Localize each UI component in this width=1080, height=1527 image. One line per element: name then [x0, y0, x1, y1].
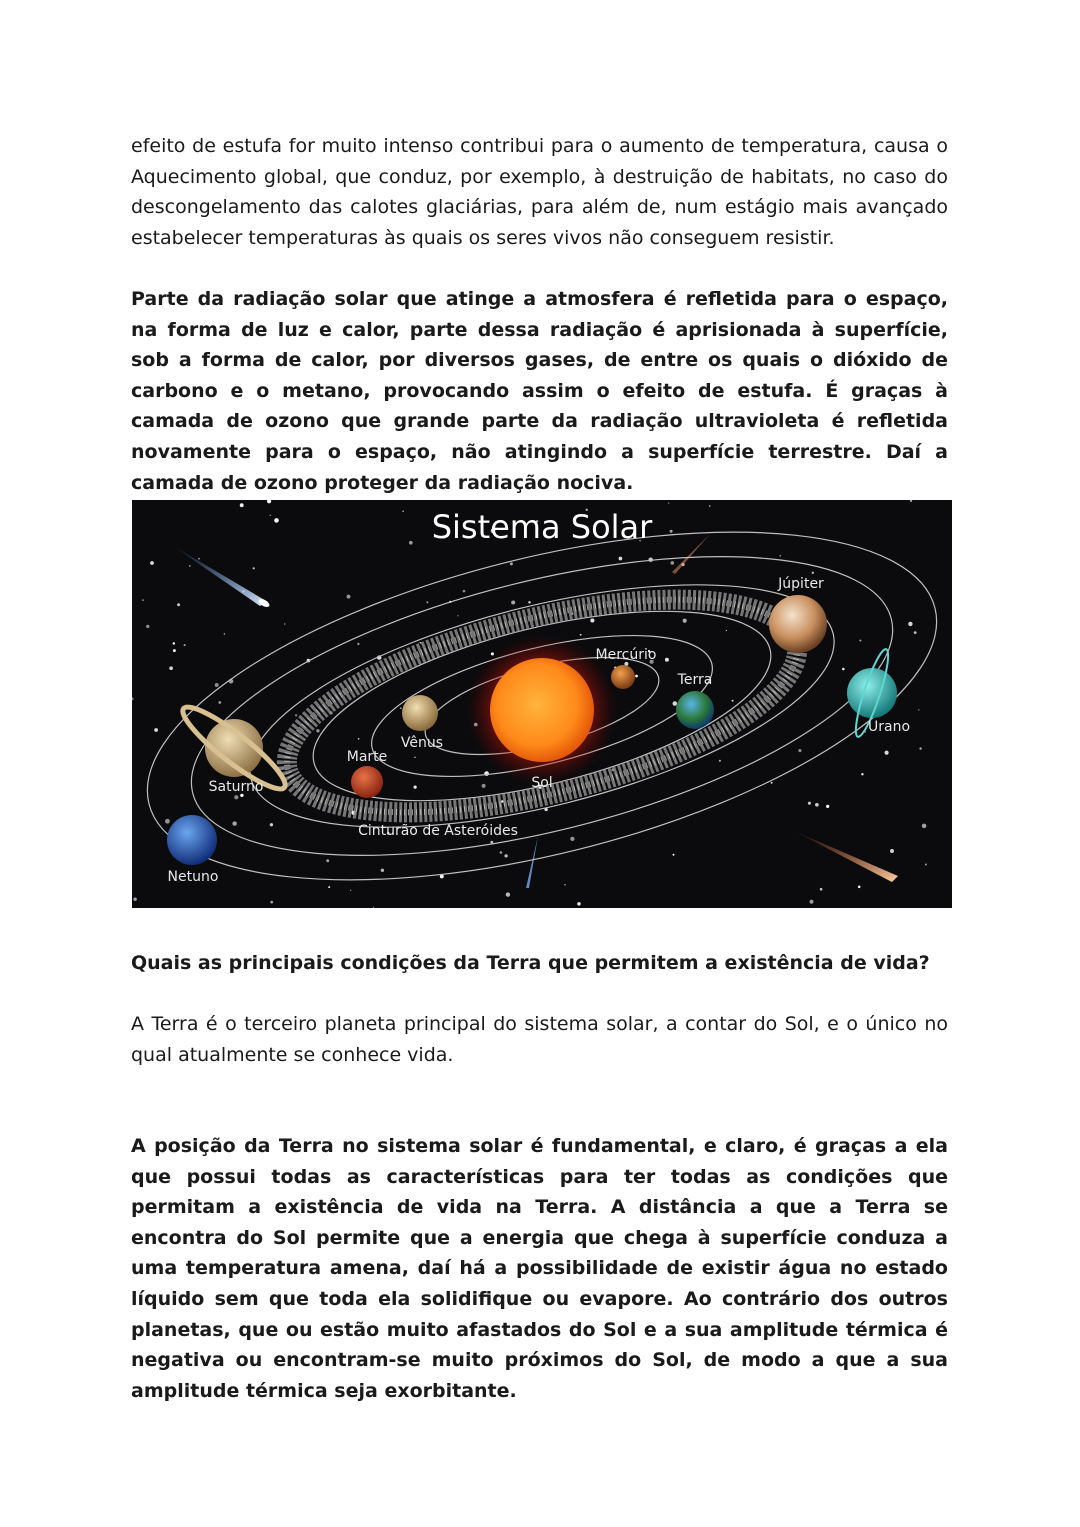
star [253, 567, 255, 569]
star [274, 518, 279, 523]
star [665, 658, 669, 662]
star [409, 541, 413, 545]
planet-mars [351, 766, 383, 798]
star [668, 502, 669, 503]
star [771, 782, 773, 784]
star [918, 709, 919, 710]
star [215, 683, 219, 687]
star [670, 561, 674, 565]
star [154, 728, 158, 732]
star [925, 863, 927, 865]
star [619, 557, 623, 561]
star [146, 625, 149, 628]
star [284, 623, 285, 624]
label-mercury: Mercúrio [595, 647, 657, 663]
star [169, 666, 173, 670]
solar-system-figure [132, 500, 952, 908]
planet-venus [402, 695, 438, 731]
star [820, 888, 823, 891]
star [859, 639, 861, 641]
star [500, 851, 503, 854]
star [328, 886, 330, 888]
star [482, 784, 486, 788]
star [810, 900, 814, 904]
star [528, 601, 531, 604]
star [726, 630, 727, 631]
star [511, 600, 515, 604]
star [133, 897, 136, 900]
star [914, 631, 917, 634]
star [890, 849, 894, 853]
star [414, 756, 416, 758]
star [198, 558, 200, 560]
star [177, 603, 180, 606]
star [189, 565, 191, 567]
star [922, 824, 927, 829]
star [564, 884, 566, 886]
star [270, 901, 273, 904]
star [673, 701, 677, 705]
star [858, 886, 861, 889]
paragraph-solar-radiation: Parte da radiação solar que atinge a atmosfera é refletida para o espaço, na forma de luz e calor, parte dessa radiação é aprisionada à superfície, sob a forma de calor, por diversos gases, de entre os quais o dióxido de carbono e o metano, provocando assim o efeito de estufa. É graças à camada de ozono que grande parte da radiação ultravioleta é refletida novamente para o espaço, não atingindo a superfície terrestre. Daí a camada de ozono proteger da radiação nociva. [131, 288, 948, 494]
star [812, 572, 814, 574]
star [295, 714, 297, 716]
star [908, 622, 912, 626]
star [326, 859, 329, 862]
star [861, 773, 863, 775]
section-question: Quais as principais condições da Terra que permitem a existência de vida? [131, 952, 930, 974]
paragraph-greenhouse-effect: efeito de estufa for muito intenso contribui para o aumento de temperatura, causa o Aquecimento global, que conduz, por exemplo, à destruição de habitats, no caso do descongelamento das calotes glaciárias, para além de, num estágio mais avançado estabelecer temperaturas às quais os seres vivos não conseguem resistir. [131, 135, 948, 249]
star [919, 747, 921, 749]
star [683, 619, 687, 623]
star [234, 795, 238, 799]
star [173, 642, 175, 644]
star [570, 837, 574, 841]
planet-earth [676, 691, 714, 729]
star [150, 561, 154, 565]
star [842, 668, 845, 671]
planet-neptune [167, 815, 217, 865]
star [490, 841, 493, 844]
star [413, 785, 416, 788]
star [381, 869, 384, 872]
paragraph-earth-intro: A Terra é o terceiro planeta principal do sistema solar, a contar do Sol, e o único no qual atualmente se conhece vida. [131, 1013, 948, 1066]
label-sun: Sol [531, 775, 553, 791]
star [815, 803, 819, 807]
figure-title: Sistema Solar [431, 508, 653, 546]
label-asteroid-belt: Cinturão de Asteróides [358, 823, 518, 839]
star [709, 505, 711, 507]
star [885, 751, 889, 755]
star [358, 738, 360, 740]
star [732, 700, 734, 702]
star [506, 892, 510, 896]
star [357, 643, 359, 645]
star [577, 902, 580, 905]
star [672, 854, 674, 856]
star [350, 890, 351, 891]
star [173, 649, 176, 652]
label-neptune: Netuno [167, 869, 219, 885]
star [270, 515, 272, 517]
star [590, 618, 594, 622]
label-jupiter: Júpiter [778, 576, 824, 592]
sun [490, 658, 594, 762]
planet-jupiter [769, 595, 827, 653]
star [504, 854, 507, 857]
star [798, 749, 801, 752]
star [316, 729, 319, 732]
star [719, 760, 721, 762]
label-saturn: Saturno [208, 779, 264, 795]
star [184, 644, 186, 646]
star [218, 701, 221, 704]
star [426, 601, 428, 603]
star [165, 819, 170, 824]
star [270, 823, 273, 826]
planet-mercury [611, 665, 635, 689]
star [635, 675, 638, 678]
label-uranus: Urano [867, 719, 911, 735]
star [580, 634, 582, 636]
star [808, 802, 811, 805]
star [240, 503, 244, 507]
star [347, 595, 351, 599]
paragraph-earth-position: A posição da Terra no sistema solar é fundamental, e claro, é graças a ela que possui todas as características para ter todas as condições que permitam a existência de vida na Terra. A distância a que a Terra se encontra do Sol permite que a energia que chega à superfície conduza a uma temperatura amena, daí há a possibilidade de existir água no estado líquido sem que toda ela solidifique ou evapore. Ao contrário dos outros planetas, que ou estão muito afastados do Sol e a sua amplitude térmica é negativa ou encontram-se muito próximos do Sol, de modo a que a sua amplitude térmica seja exorbitante. [131, 1135, 948, 1402]
star [232, 821, 236, 825]
star [400, 707, 401, 708]
solar-system-illustration [132, 500, 952, 908]
star [457, 615, 458, 616]
star [142, 599, 144, 601]
star [510, 562, 513, 565]
star [670, 530, 673, 533]
label-earth: Terra [677, 672, 713, 688]
star [826, 805, 829, 808]
label-venus: Vênus [400, 735, 444, 751]
star [224, 633, 226, 635]
star [402, 510, 403, 511]
star [373, 907, 374, 908]
star [463, 590, 466, 593]
label-mars: Marte [346, 749, 388, 765]
star [779, 555, 781, 557]
